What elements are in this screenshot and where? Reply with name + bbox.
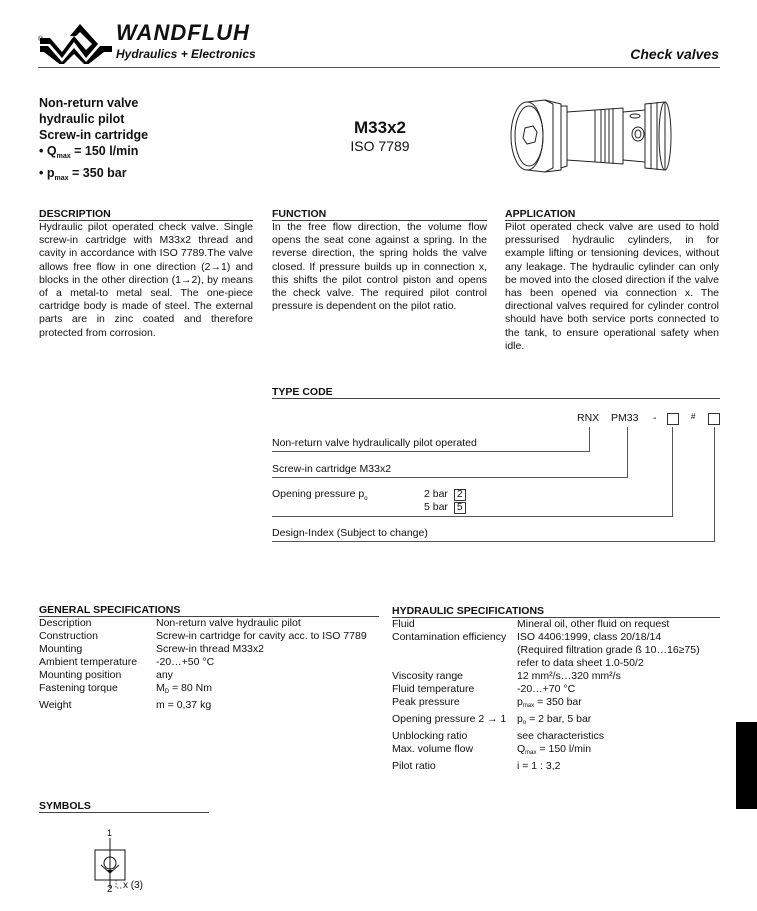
title-line: hydraulic pilot (39, 112, 125, 126)
spec-row: Viscosity range 12 mm²/s…320 mm²/s (392, 670, 621, 682)
spec-row: Contamination efficiency ISO 4406:1999, class 20/18/14 (392, 631, 662, 643)
spec-row: Fluid temperature -20…+70 °C (392, 683, 576, 695)
code-box-design-index (708, 413, 720, 425)
spec-row: Construction Screw-in cartridge for cavity acc. to ISO 7789 (39, 630, 367, 642)
hydraulic-specifications (392, 605, 720, 773)
standard: ISO 7789 (350, 138, 410, 154)
spec-row: refer to data sheet 1.0-50/2 (517, 657, 644, 669)
type-code-row-4: Design-Index (Subject to change) (272, 527, 428, 539)
function-text: In the free flow direction, the volume flow opens the seat cone against a spring. In the reverse direction, the spring holds the valve closed. If pressure builds up in connection x, this shifts the pilot control piston and opens the check valve. The required pilot control pressure is dependent on the pilot ratio. (272, 221, 487, 313)
spec-row: Unblocking ratio see characteristics (392, 730, 604, 742)
spec-row: Mounting Screw-in thread M33x2 (39, 643, 264, 655)
port-2-label: 2 (107, 884, 113, 895)
general-specs-heading: GENERAL SPECIFICATIONS (39, 604, 379, 617)
spec-row: Description Non-return valve hydraulic pilot (39, 617, 301, 629)
type-code-heading: TYPE CODE (272, 386, 720, 399)
function-heading: FUNCTION (272, 208, 487, 221)
code-dash: - (653, 412, 657, 424)
type-code-row-3: Opening pressure $p_o$ (272, 488, 368, 503)
pressure-option-2bar: 2 bar 2 (424, 488, 466, 501)
spec-row: Mounting position any (39, 669, 173, 681)
port-1-label: 1 (107, 828, 113, 838)
product-title (39, 95, 148, 187)
code-box-pressure (667, 413, 679, 425)
pressure-option-5bar: 5 bar 5 (424, 501, 466, 514)
spec-row: Fluid Mineral oil, other fluid on request (392, 618, 670, 630)
spec-row: (Required filtration grade ß 10…16≥75) (517, 644, 700, 656)
title-line: Non-return valve (39, 96, 139, 110)
application-heading: APPLICATION (505, 208, 719, 221)
category-title: Check valves (630, 46, 719, 62)
header-divider (38, 67, 720, 68)
function-section (272, 208, 487, 313)
model-number: M33x2 (354, 118, 406, 137)
spec-row: Weight m = 0,37 kg (39, 699, 212, 711)
title-line: Screw-in cartridge (39, 128, 149, 142)
type-code-section (272, 386, 720, 546)
model-block (320, 118, 440, 154)
brand-name: WANDFLUH (116, 20, 250, 45)
general-specifications (39, 604, 379, 712)
page-tab-marker (736, 722, 757, 809)
application-section (505, 208, 719, 353)
hydraulic-specs-table (392, 618, 700, 773)
spec-row: Pilot ratio i = 1 : 3,2 (392, 760, 561, 772)
wandfluh-logo-icon (40, 22, 112, 64)
spec-row: Ambient temperature -20…+50 °C (39, 656, 215, 668)
registered-mark: ® (38, 36, 44, 43)
general-specs-table (39, 617, 367, 712)
spec-bullet-qmax: • $Q_{max} = 150$ l/min (39, 144, 139, 160)
spec-row: Peak pressure $p_{max} = 350$ bar (392, 696, 582, 709)
code-hash: # (691, 412, 696, 421)
spec-row: Opening pressure 2 → 1 $p_o = 2$ bar, 5 bar (392, 713, 592, 726)
cartridge-valve-illustration (505, 90, 680, 180)
hydraulic-specs-heading: HYDRAULIC SPECIFICATIONS (392, 605, 720, 618)
spec-row: Max. volume flow $Q_{max} = 150$ l/min (392, 743, 592, 756)
type-code-row-2: Screw-in cartridge M33x2 (272, 463, 392, 475)
description-heading: DESCRIPTION (39, 208, 253, 221)
spec-bullet-pmax: • $p_{max} = 350$ bar (39, 166, 127, 182)
symbols-heading: SYMBOLS (39, 800, 209, 813)
description-section (39, 208, 253, 340)
application-text: Pilot operated check valve are used to hold pressurised hydraulic cylinders, in for example lifting or tensioning devices, without any leakage. The hydraulic cylinder can only be moved into the closed direction if the valve has been opened via connection x. The directional valves required for cylinder control should have both service ports connected to the tank, to ensure operational safety when idle. (505, 221, 719, 352)
brand-subtitle: Hydraulics + Electronics (116, 47, 256, 61)
pilot-port-label: x (3) (123, 880, 143, 891)
code-pm33: PM33 (611, 412, 639, 424)
symbols-section (39, 800, 209, 813)
code-rnx: RNX (577, 412, 600, 424)
spec-row: Fastening torque $M_D = 80$ Nm (39, 682, 212, 695)
type-code-row-1: Non-return valve hydraulically pilot operated (272, 437, 477, 449)
description-text: Hydraulic pilot operated check valve. Single screw-in cartridge with M33x2 thread and cavity in accordance with ISO 7789.The valve allows free flow in one direction (2→1) and blocks in the other direction (1→2), by means of a metal-to metal seal. The one-piece cartridge body is made of steel. The external parts are in zinc coated and therefore protected from corrosion. (39, 221, 253, 339)
